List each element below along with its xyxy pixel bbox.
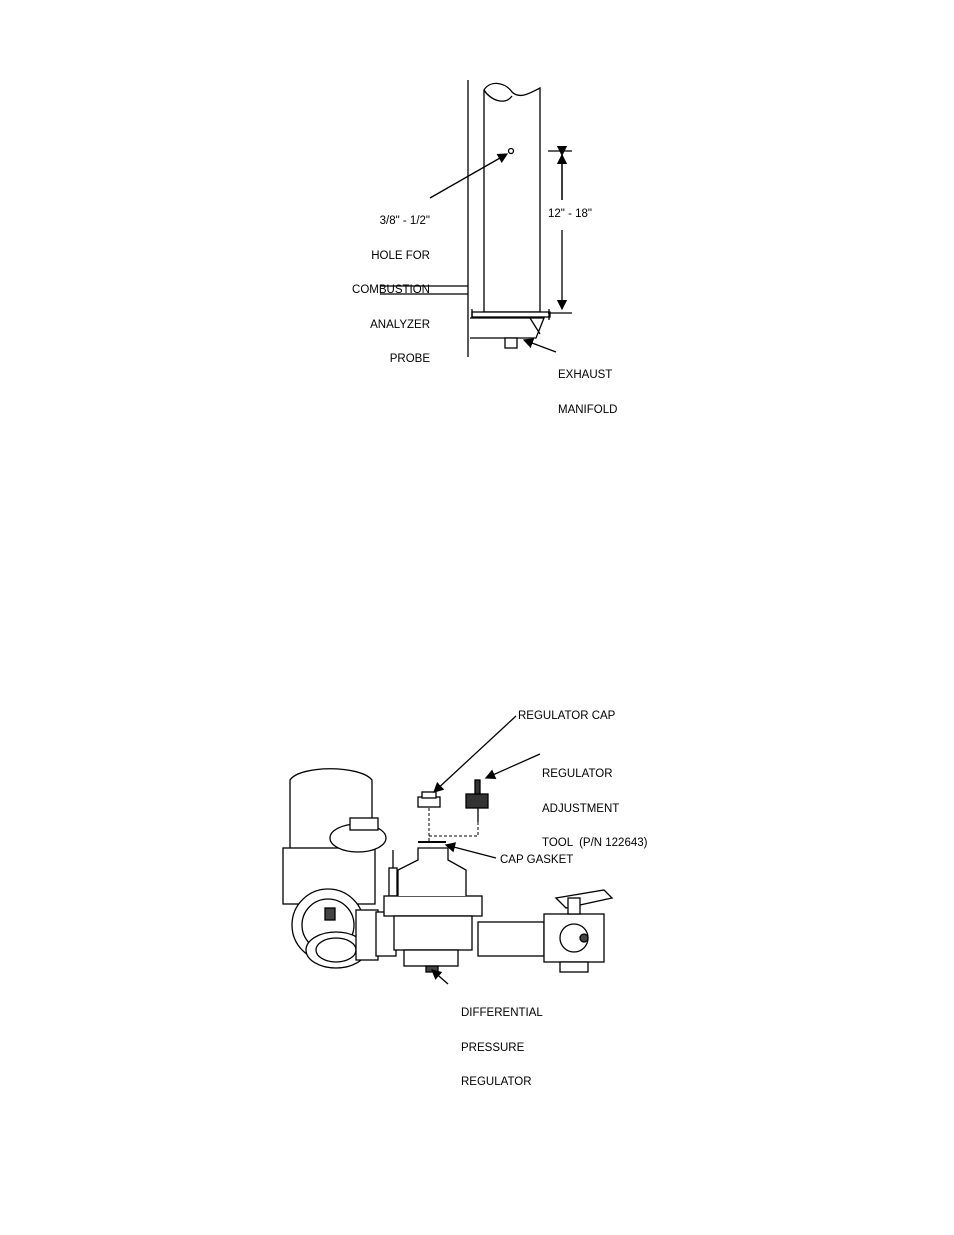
adjustment-tool-part	[466, 794, 488, 808]
cap-gasket-label: CAP GASKET	[500, 854, 574, 866]
vent-pipe	[484, 83, 540, 312]
regulator-label: DIFFERENTIAL PRESSURE REGULATOR	[461, 1007, 543, 1088]
adjustment-tool-label: REGULATOR ADJUSTMENT TOOL (P/N 122643)	[542, 768, 648, 849]
regulator-cap-label: REGULATOR CAP	[518, 710, 616, 722]
hole-label: 3/8" - 1/2" HOLE FOR COMBUSTION ANALYZER PROBE	[352, 215, 430, 365]
exhaust-manifold-shape	[470, 318, 544, 338]
exhaust-manifold-label: EXHAUST MANIFOLD	[558, 369, 618, 416]
dimension-label: 12" - 18"	[548, 208, 592, 220]
